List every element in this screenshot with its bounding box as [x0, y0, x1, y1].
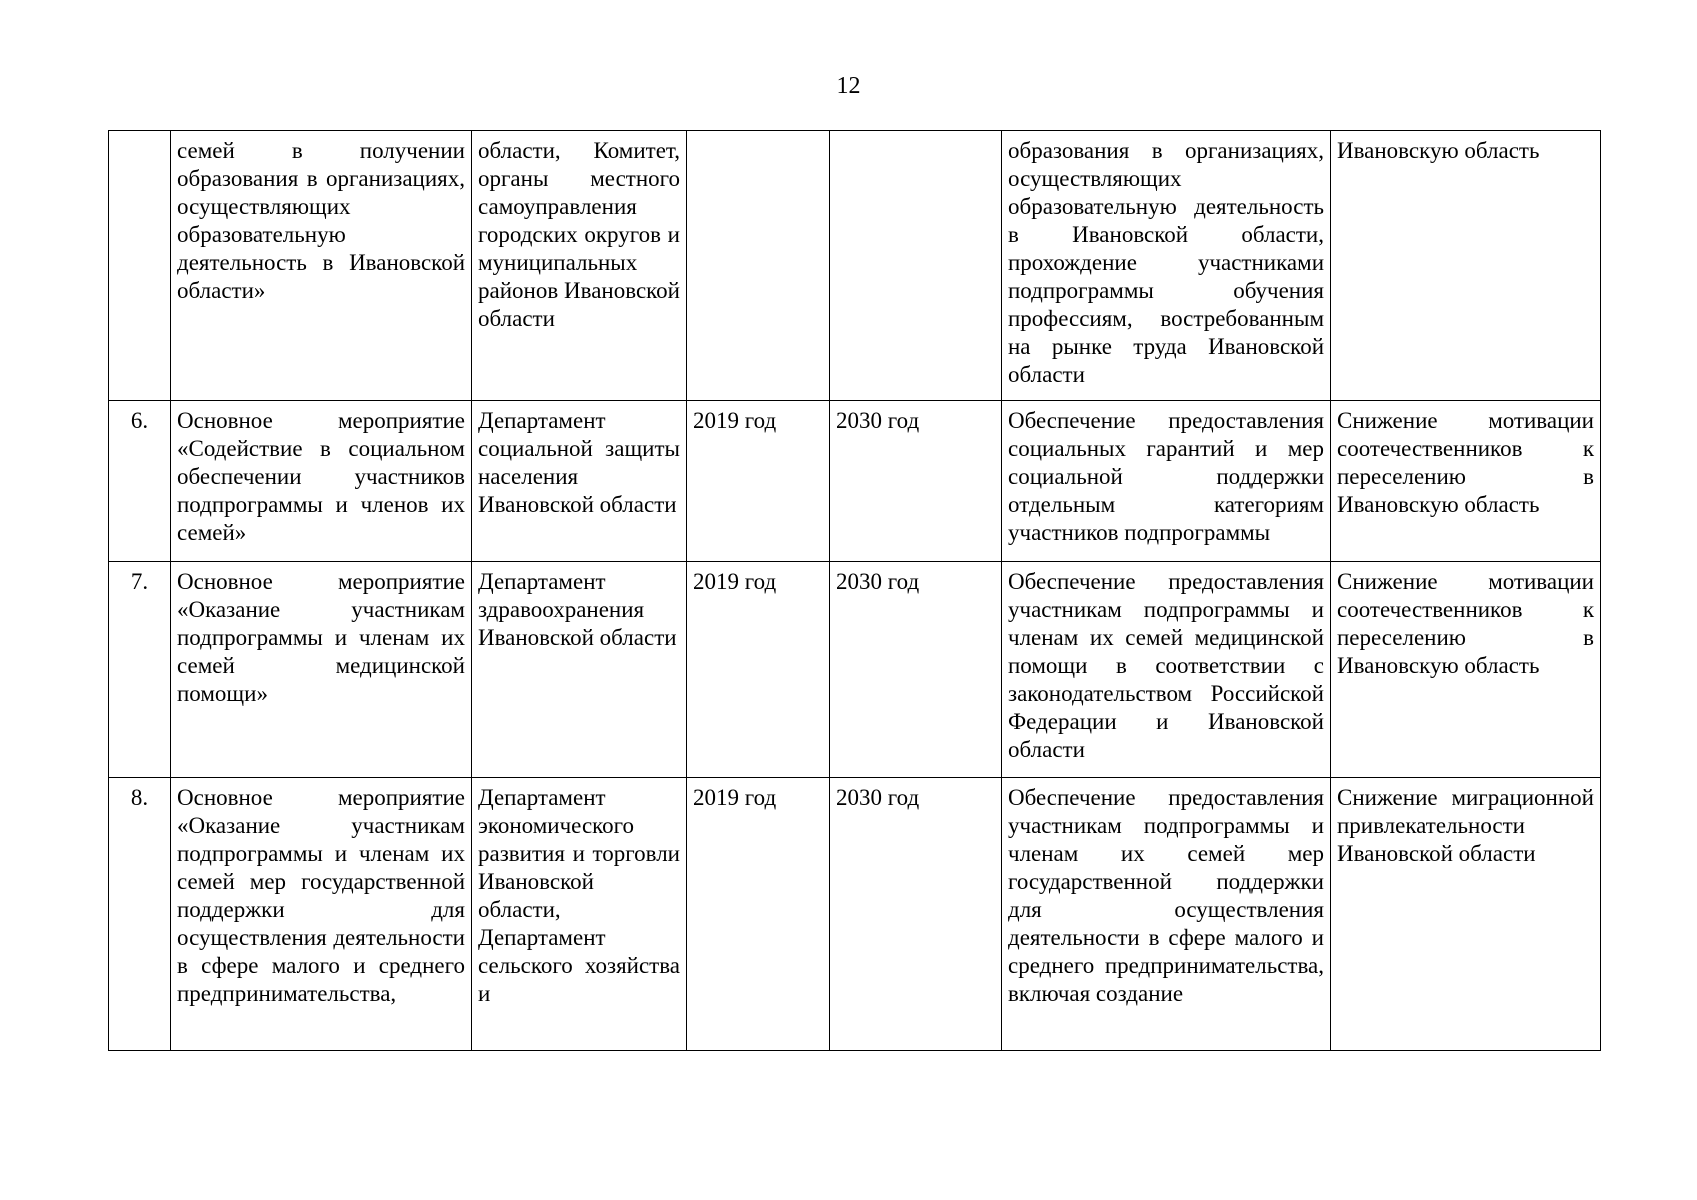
activity-name: Основное мероприятие «Оказание участникам подпрограммы и членам их семей мер государственной поддержки для осуществления деятельности в сфере малого и среднего предпринимательства,: [171, 778, 472, 1051]
table-row: [109, 401, 1601, 562]
end-date: 2030 год: [830, 401, 1002, 562]
start-date: 2019 год: [687, 562, 830, 778]
activity-name: Основное мероприятие «Содействие в социальном обеспечении участников подпрограммы и членов их семей»: [171, 401, 472, 562]
row-number: 7.: [109, 562, 171, 778]
start-date: 2019 год: [687, 401, 830, 562]
program-activities-table: [108, 130, 1601, 1051]
start-date: [687, 131, 830, 401]
activity-executor: Департамент социальной защиты населения Ивановской области: [472, 401, 687, 562]
end-date: [830, 131, 1002, 401]
expected-result: Обеспечение предоставления социальных гарантий и мер социальной поддержки отдельным категориям участников подпрограммы: [1002, 401, 1331, 562]
row-number: [109, 131, 171, 401]
row-number: 6.: [109, 401, 171, 562]
non-implementation-consequence: Ивановскую область: [1331, 131, 1601, 401]
table-row: [109, 131, 1601, 401]
page-number: 12: [836, 73, 861, 99]
start-date: 2019 год: [687, 778, 830, 1051]
activity-name: семей в получении образования в организациях, осуществляющих образовательную деятельность в Ивановской области»: [171, 131, 472, 401]
activity-executor: Департамент экономического развития и торговли Ивановской области, Департамент сельского хозяйства и: [472, 778, 687, 1051]
expected-result: образования в организациях, осуществляющих образовательную деятельность в Ивановской области, прохождение участниками подпрограммы обучения профессиям, востребованным на рынке труда Ивановской области: [1002, 131, 1331, 401]
activity-executor: Департамент здравоохранения Ивановской области: [472, 562, 687, 778]
activity-executor: области, Комитет, органы местного самоуправления городских округов и муниципальных районов Ивановской области: [472, 131, 687, 401]
row-number: 8.: [109, 778, 171, 1051]
activity-name: Основное мероприятие «Оказание участникам подпрограммы и членам их семей медицинской помощи»: [171, 562, 472, 778]
non-implementation-consequence: Снижение мотивации соотечественников к переселению в Ивановскую область: [1331, 562, 1601, 778]
end-date: 2030 год: [830, 562, 1002, 778]
non-implementation-consequence: Снижение мотивации соотечественников к переселению в Ивановскую область: [1331, 401, 1601, 562]
non-implementation-consequence: Снижение миграционной привлекательности Ивановской области: [1331, 778, 1601, 1051]
expected-result: Обеспечение предоставления участникам подпрограммы и членам их семей медицинской помощи в соответствии с законодательством Российской Федерации и Ивановской области: [1002, 562, 1331, 778]
table-row: [109, 562, 1601, 778]
expected-result: Обеспечение предоставления участникам подпрограммы и членам их семей мер государственной поддержки для осуществления деятельности в сфере малого и среднего предпринимательства, включая создание: [1002, 778, 1331, 1051]
table-row: [109, 778, 1601, 1051]
end-date: 2030 год: [830, 778, 1002, 1051]
